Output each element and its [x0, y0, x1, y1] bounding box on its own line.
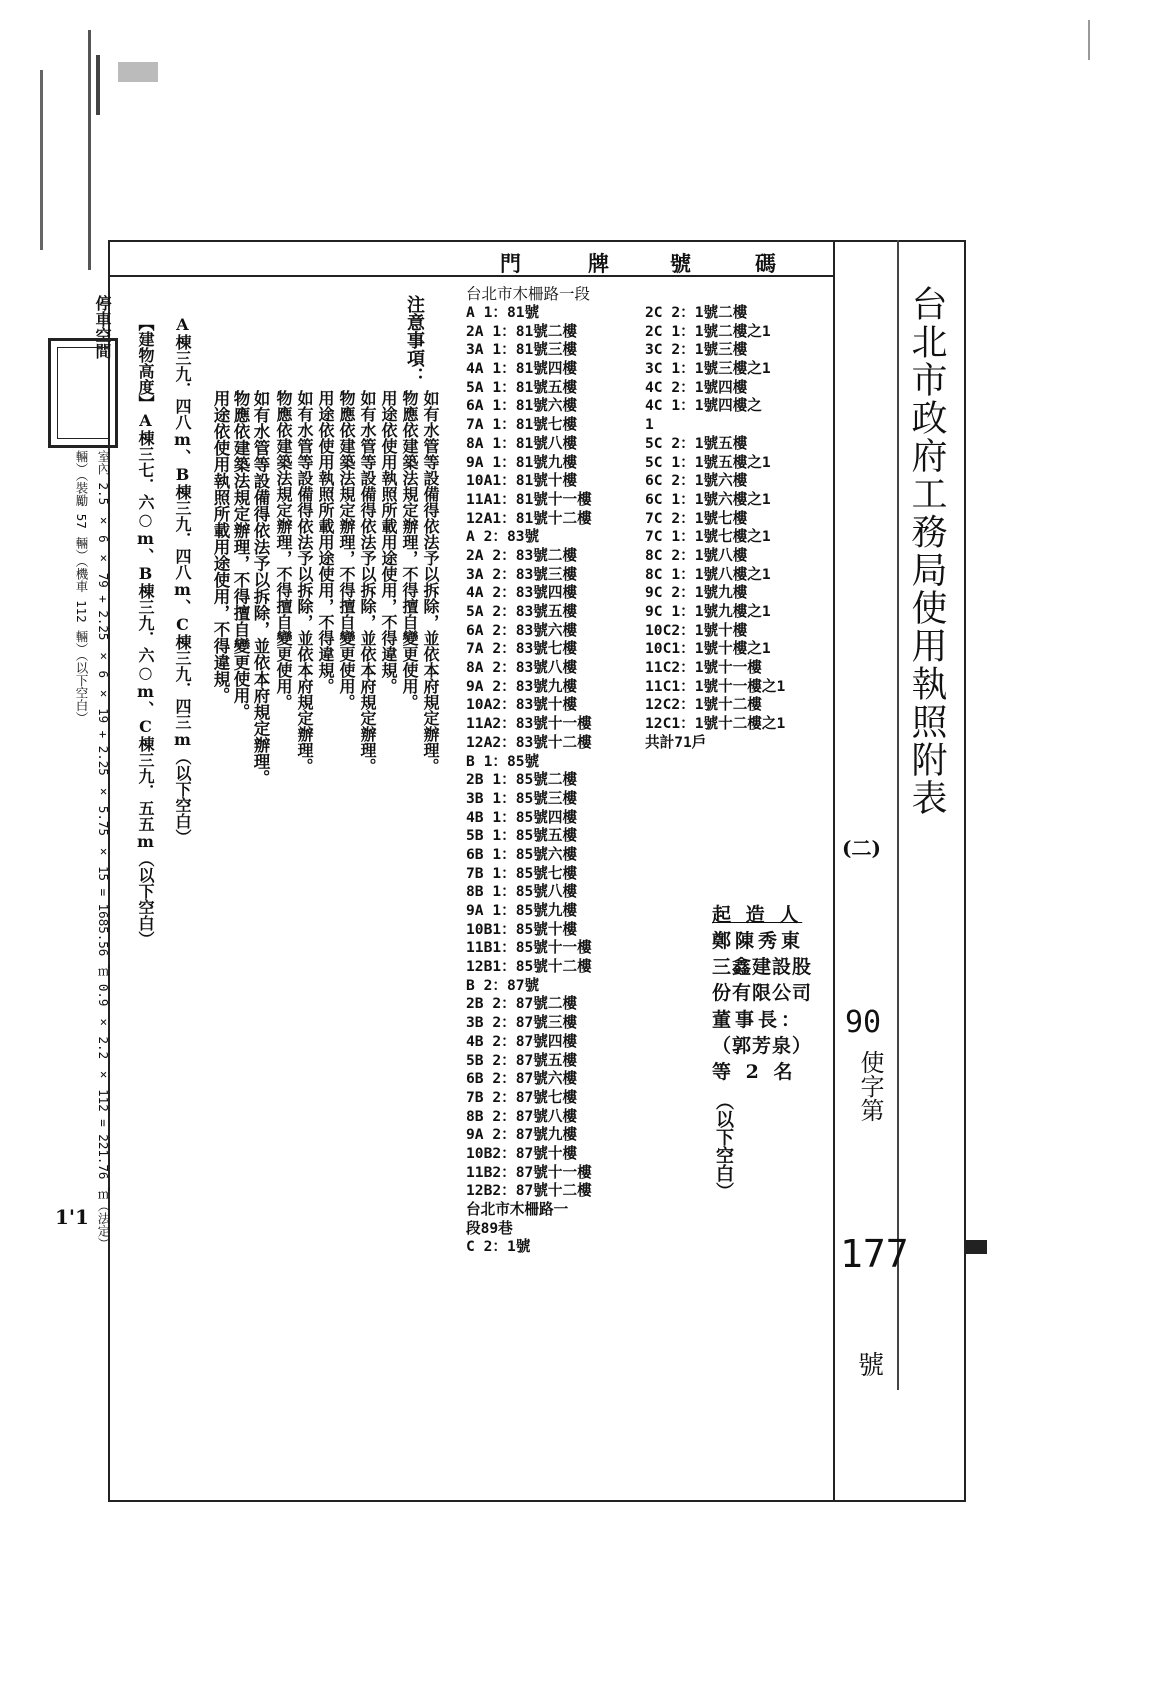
address-line: 5B 2：87號五樓 [466, 1051, 578, 1069]
address-line: 4C 1：1號四樓之 [645, 397, 762, 415]
address-line: 7B 1：85號七樓 [466, 864, 578, 882]
address-column-1 [466, 304, 592, 1257]
notes-col-2: 物應依建築法規定辦理，不得擅自變更使用。 [231, 390, 250, 720]
header-char-1: 門 [500, 251, 521, 276]
builder-label: 起 造 人 [712, 904, 803, 926]
notes-col-3: 用途依使用執照所載用途使用，不得違規。 [211, 390, 230, 704]
address-line: 8C 1：1號八樓之1 [645, 565, 771, 583]
address-line: 3C 1：1號三樓之1 [645, 360, 771, 378]
address-line: 6A 2：83號六樓 [466, 621, 578, 639]
address-line: 5A 1：81號五樓 [466, 378, 578, 396]
address-line: 8B 1：85號八樓 [466, 883, 578, 901]
address-line: 8C 2：1號八樓 [645, 546, 748, 564]
builder-company-1: 三鑫建設股 [712, 956, 813, 978]
header-char-3: 號 [670, 251, 691, 276]
address-column-2 [645, 304, 785, 753]
address-line: 10A2：83號十樓 [466, 696, 578, 714]
builder-chairman: 董事長： [712, 1009, 805, 1031]
address-road: 台北市木柵路一段 [466, 285, 591, 303]
scan-mark [40, 70, 43, 250]
scan-mark [118, 62, 158, 82]
header-divider [108, 275, 834, 277]
address-line: 6A 1：81號六樓 [466, 397, 578, 415]
address-line: 2B 1：85號二樓 [466, 771, 578, 789]
remarks-building: 【建物高度】A棟三七．六○m、B棟三九．六○m、C棟三九．五五m（以下空白） [136, 315, 155, 947]
builder-blank: （以下空白） [713, 1092, 734, 1200]
address-line: 3B 2：87號三樓 [466, 1014, 578, 1032]
address-line: 6C 1：1號六樓之1 [645, 490, 771, 508]
address-line: 9C 1：1號九樓之1 [645, 603, 771, 620]
remarks-parking: 室內 2.5 × 6 × 79 + 2.25 × 6 × 19 + 2.25 × 5.75 × 15 = 1685.56 ㎡ 0.9 × 2.2 × 112 = 221.76 ㎡（法定） [96, 450, 111, 1250]
license-word: 使字第 [856, 1050, 884, 1122]
address-line: 9C 2：1號九樓 [645, 584, 748, 602]
notes-body [270, 390, 440, 1380]
notes-column: 物應依建築法規定辦理，不得擅自變更使用。 [274, 390, 293, 710]
notes-column: 用途依使用執照所載用途使用，不得違規。 [316, 390, 335, 694]
address-line: 6C 2：1號六樓 [645, 472, 748, 490]
address-line: 台北市木柵路一 [466, 1201, 569, 1218]
notes-column: 如有水管等設備得依法予以拆除，並依本府規定辦理。 [358, 390, 377, 774]
address-line: 9A 1：81號九樓 [466, 453, 578, 471]
license-suffix: 號 [858, 1351, 885, 1381]
address-line: C 2：1號 [466, 1238, 531, 1256]
scan-mark [96, 55, 100, 115]
scan-mark [1088, 20, 1090, 60]
address-line: 11A2：83號十一樓 [466, 715, 592, 733]
address-line: 6B 1：85號六樓 [466, 845, 578, 863]
address-line: 11B2：87號十一樓 [466, 1163, 592, 1181]
page-subtitle: (二) [842, 836, 881, 860]
header-char-2: 牌 [588, 251, 609, 276]
address-line: 共計71戶 [645, 733, 707, 751]
address-line: 12A2：83號十二樓 [466, 733, 592, 751]
address-line: B 1：85號 [466, 752, 540, 770]
address-line: 9A 2：83號九樓 [466, 677, 578, 695]
address-line: 3B 1：85號三樓 [466, 789, 578, 807]
page-title: 台北市政府工務局使用執照附表 [906, 285, 947, 817]
address-line: 4B 1：85號四樓 [466, 808, 578, 826]
address-line: 4B 2：87號四樓 [466, 1032, 578, 1050]
address-line: 11C2：1號十一樓 [645, 659, 762, 677]
address-line: 7B 2：87號七樓 [466, 1088, 578, 1106]
address-line: 8B 2：87號八樓 [466, 1107, 578, 1125]
address-line: 5C 2：1號五樓 [645, 434, 748, 452]
address-line: 10B1：85號十樓 [466, 920, 578, 938]
address-line: A 2：83號 [466, 528, 540, 546]
address-line: 段89巷 [466, 1219, 513, 1237]
builder-company-2: 份有限公司 [712, 982, 813, 1004]
address-line: 4A 2：83號四樓 [466, 584, 578, 602]
margin-number: 1'1 [55, 1205, 89, 1229]
address-line: 5A 2：83號五樓 [466, 603, 578, 620]
address-line: 10C1：1號十樓之1 [645, 640, 771, 658]
notes-column: 用途依使用執照所載用途使用，不得違規。 [379, 390, 398, 694]
notes-column: 物應依建築法規定辦理，不得擅自變更使用。 [337, 390, 356, 710]
address-line: 10B2：87號十樓 [466, 1144, 578, 1162]
address-line: 2A 2：83號二樓 [466, 546, 578, 564]
address-line: 6B 2：87號六樓 [466, 1070, 578, 1088]
address-line: 7A 2：83號七樓 [466, 640, 578, 658]
address-line: 2C 2：1號二樓 [645, 304, 748, 321]
address-line: 11A1：81號十一樓 [466, 490, 592, 508]
address-line: 3A 2：83號三樓 [466, 565, 578, 583]
builder-chairman-name: （郭芳泉） [712, 1035, 813, 1057]
address-line: 8A 1：81號八樓 [466, 434, 578, 452]
license-number: 177 [840, 1232, 909, 1276]
address-line: 12B2：87號十二樓 [466, 1182, 592, 1200]
builder-name: 鄭陳秀東 [712, 930, 805, 952]
address-line: 2A 1：81號二樓 [466, 322, 578, 340]
address-line: 9A 1：85號九樓 [466, 902, 578, 919]
scan-mark [88, 30, 91, 270]
address-line: 11B1：85號十一樓 [466, 939, 592, 957]
address-line: 7A 1：81號七樓 [466, 416, 578, 434]
address-line: 10C2：1號十樓 [645, 621, 748, 639]
address-line: 4A 1：81號四樓 [466, 360, 578, 378]
header-char-4: 碼 [755, 251, 776, 276]
official-seal-stamp [48, 338, 118, 448]
title-column-divider [833, 240, 835, 1502]
address-line: 2C 1：1號二樓之1 [645, 322, 771, 340]
address-line: 10A1：81號十樓 [466, 472, 578, 490]
address-line: 5B 1：85號五樓 [466, 827, 578, 845]
notes-column: 物應依建築法規定辦理，不得擅自變更使用。 [400, 390, 419, 710]
notes-col-1: 如有水管等設備得依法予以拆除，並依本府規定辦理。 [251, 390, 270, 786]
address-line: 2B 2：87號二樓 [466, 995, 578, 1013]
notes-column: 如有水管等設備得依法予以拆除，並依本府規定辦理。 [421, 390, 440, 774]
remarks-parking-label: 停車空間 [93, 295, 112, 359]
address-line: 12C2：1號十二樓 [645, 696, 762, 714]
title-column-border [897, 240, 899, 1390]
address-line: 5C 1：1號五樓之1 [645, 453, 771, 471]
address-line: 3A 1：81號三樓 [466, 341, 578, 359]
address-line: B 2：87號 [466, 976, 540, 994]
address-line: 12B1：85號十二樓 [466, 958, 592, 976]
address-line: A 1：81號 [466, 304, 540, 321]
address-line: 7C 2：1號七樓 [645, 509, 748, 527]
address-line: 12C1：1號十二樓之1 [645, 715, 786, 733]
notes-column: 如有水管等設備得依法予以拆除，並依本府規定辦理。 [295, 390, 314, 774]
address-line: 8A 2：83號八樓 [466, 659, 578, 677]
remarks-height: A棟三九．四八m、B棟三九．四八m、C棟三九．四三m（以下空白） [173, 315, 192, 845]
address-line: 1 [645, 416, 654, 434]
address-line: 7C 1：1號七樓之1 [645, 528, 771, 546]
remarks-parking-2: 輛）（裝勵 57 輛）（機車 112 輛）（以下空白） [74, 450, 89, 724]
address-line: 4C 2：1號四樓 [645, 378, 748, 396]
builder-count: 等 2 名 [712, 1061, 797, 1083]
address-line: 3C 2：1號三樓 [645, 341, 748, 359]
notes-heading: 注意事項： [404, 295, 425, 385]
license-year: 90 [845, 1005, 882, 1040]
address-line: 9A 2：87號九樓 [466, 1126, 578, 1144]
address-line: 12A1：81號十二樓 [466, 509, 592, 527]
margin-mark [965, 1240, 987, 1254]
address-line: 11C1：1號十一樓之1 [645, 677, 786, 695]
